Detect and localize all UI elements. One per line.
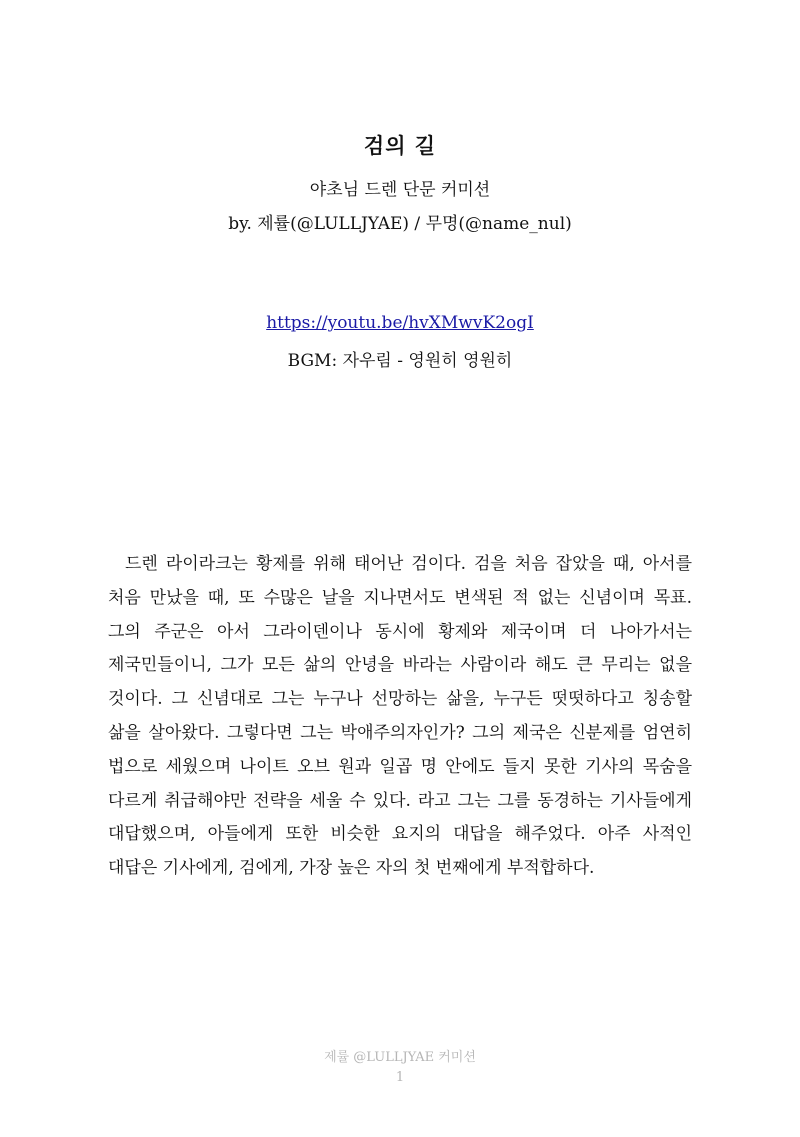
- author-byline: by. 제률(@LULLJYAE) / 무명(@name_nul): [228, 214, 572, 234]
- bgm-label: BGM: 자우림 - 영원히 영원히: [287, 351, 513, 371]
- page-footer: 제률 @LULLJYAE 커미션: [324, 1050, 476, 1065]
- page-number: 1: [395, 1070, 405, 1085]
- document-title: 검의 길: [363, 133, 437, 158]
- bgm-link-line: [0, 313, 800, 333]
- document-subtitle: 야초님 드렌 단문 커미션: [309, 180, 491, 200]
- bgm-youtube-link[interactable]: https://youtu.be/hvXMwvK2ogI: [266, 313, 534, 333]
- body-paragraph: 드렌 라이라크는 황제를 위해 태어난 검이다. 검을 처음 잡았을 때, 아서를 처음 만났을 때, 또 수많은 날을 지나면서도 변색된 적 없는 신념이며 목표. 그의 주군은 아서 그라이덴이나 동시에 황제와 제국이며 더 나아가서는 제국민들이니, 그가 모든 삶의 안녕을 바라는 사람이라 해도 큰 무리는 없을 것이다. 그 신념대로 그는 누구나 선망하는 삶을, 누구든 떳떳하다고 칭송할 삶을 살아왔다. 그렇다면 그는 박애주의자인가? 그의 제국은 신분제를 엄연히 법으로 세웠으며 나이트 오브 원과 일곱 명 안에도 들지 못한 기사의 목숨을 다르게 취급해야만 전략을 세울 수 있다. 라고 그는 그를 동경하는 기사들에게 대답했으며, 아들에게 또한 비슷한 요지의 대답을 해주었다. 아주 사적인 대답은 기사에게, 검에게, 가장 높은 자의 첫 번째에게 부적합하다.: [108, 554, 692, 879]
